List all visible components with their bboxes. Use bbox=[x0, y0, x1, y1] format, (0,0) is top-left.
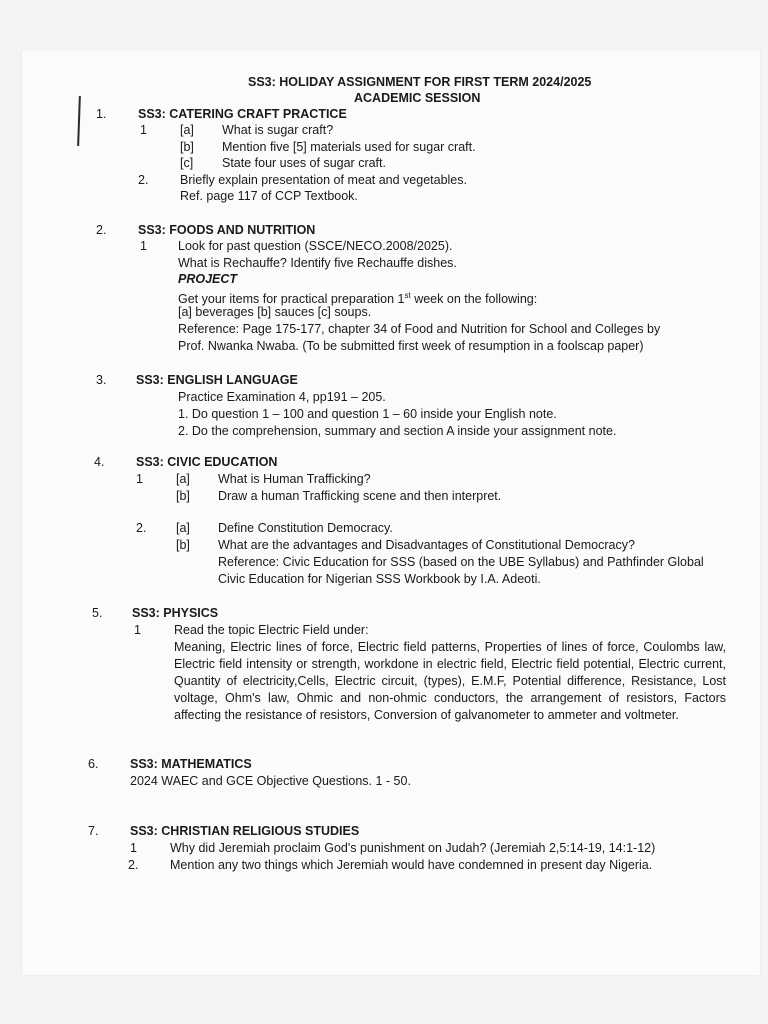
section-heading: SS3: CHRISTIAN RELIGIOUS STUDIES bbox=[130, 824, 360, 838]
reference-text: Civic Education for Nigerian SSS Workbook by I.A. Adeoti. bbox=[218, 572, 541, 586]
question-text: 2024 WAEC and GCE Objective Questions. 1 - 50. bbox=[130, 774, 411, 788]
section-heading: SS3: MATHEMATICS bbox=[130, 757, 252, 771]
question-text: Briefly explain presentation of meat and vegetables. bbox=[180, 173, 467, 187]
section-number: 1. bbox=[96, 107, 107, 121]
sub-label: [b] bbox=[176, 489, 190, 503]
section-heading: SS3: PHYSICS bbox=[132, 606, 219, 620]
section-heading: SS3: FOODS AND NUTRITION bbox=[138, 223, 316, 237]
section-number: 3. bbox=[96, 373, 107, 387]
question-text: 1. Do question 1 – 100 and question 1 – 60 inside your English note. bbox=[178, 407, 557, 421]
question-number: 1 bbox=[140, 123, 147, 137]
question-number: 2. bbox=[128, 858, 139, 872]
project-label: PROJECT bbox=[178, 272, 238, 286]
reference-text: Prof. Nwanka Nwaba. (To be submitted first week of resumption in a foolscap paper) bbox=[178, 339, 644, 353]
question-text: Mention five [5] materials used for sugar craft. bbox=[222, 140, 476, 154]
question-text: Why did Jeremiah proclaim God's punishment on Judah? (Jeremiah 2,5:14-19, 14:1-12) bbox=[170, 841, 656, 855]
question-number: 1 bbox=[134, 623, 141, 637]
question-number: 2. bbox=[136, 521, 147, 535]
question-text: Practice Examination 4, pp191 – 205. bbox=[178, 390, 386, 404]
question-text: 2. Do the comprehension, summary and section A inside your assignment note. bbox=[178, 424, 617, 438]
question-text: What is Rechauffe? Identify five Rechauffe dishes. bbox=[178, 256, 457, 270]
section-number: 7. bbox=[88, 824, 99, 838]
reference-text: Ref. page 117 of CCP Textbook. bbox=[180, 189, 358, 203]
section-heading: SS3: ENGLISH LANGUAGE bbox=[136, 373, 298, 387]
question-text: Look for past question (SSCE/NECO.2008/2025). bbox=[178, 239, 453, 253]
document-title: SS3: HOLIDAY ASSIGNMENT FOR FIRST TERM 2024/2025 bbox=[248, 75, 592, 89]
sub-label: [b] bbox=[180, 140, 194, 154]
section-heading: SS3: CIVIC EDUCATION bbox=[136, 455, 278, 469]
question-text: What are the advantages and Disadvantages of Constitutional Democracy? bbox=[218, 538, 635, 552]
reference-text: Reference: Civic Education for SSS (based on the UBE Syllabus) and Pathfinder Global bbox=[218, 555, 704, 569]
question-text: Read the topic Electric Field under: bbox=[174, 623, 369, 637]
section-number: 2. bbox=[96, 223, 107, 237]
project-text: week on the following: bbox=[410, 292, 538, 307]
question-text: Mention any two things which Jeremiah would have condemned in present day Nigeria. bbox=[170, 858, 653, 872]
question-text: Draw a human Trafficking scene and then interpret. bbox=[218, 489, 502, 503]
section-number: 6. bbox=[88, 757, 99, 771]
question-number: 1 bbox=[136, 472, 143, 486]
question-text: What is sugar craft? bbox=[222, 123, 334, 137]
sub-label: [c] bbox=[180, 156, 194, 170]
sub-label: [a] bbox=[180, 123, 194, 137]
reference-text: Reference: Page 175-177, chapter 34 of Food and Nutrition for School and Colleges by bbox=[178, 322, 661, 336]
question-text: State four uses of sugar craft. bbox=[222, 156, 386, 170]
question-number: 2. bbox=[138, 173, 149, 187]
sub-label: [a] bbox=[176, 472, 190, 486]
document-subtitle: ACADEMIC SESSION bbox=[354, 91, 481, 105]
project-text: Get your items for practical preparation 1 bbox=[178, 292, 405, 307]
project-items: [a] beverages [b] sauces [c] soups. bbox=[178, 305, 372, 319]
section-heading: SS3: CATERING CRAFT PRACTICE bbox=[138, 107, 347, 121]
section-number: 5. bbox=[92, 606, 103, 620]
physics-topics-paragraph: Meaning, Electric lines of force, Electric field patterns, Properties of lines of force, Coulombs law, Electric field intensity or strength, workdone in electric field, Electric field potential, Electric current, Quantity of electricity,Cells, Electric circuit, (types), E.M.F, Potential difference, Resistance, Lost voltage, Ohm's law, Ohmic and non-ohmic conductors, the arrangement of resistors, Factors affecting the resistance of resistors, Conversion of galvanometer to ammeter and voltmeter. bbox=[174, 640, 726, 722]
question-text: Define Constitution Democracy. bbox=[218, 521, 393, 535]
sub-label: [a] bbox=[176, 521, 190, 535]
question-number: 1 bbox=[140, 239, 147, 253]
sub-label: [b] bbox=[176, 538, 190, 552]
section-number: 4. bbox=[94, 455, 105, 469]
question-number: 1 bbox=[130, 841, 137, 855]
superscript: st bbox=[404, 291, 411, 300]
question-text: What is Human Trafficking? bbox=[218, 472, 371, 486]
